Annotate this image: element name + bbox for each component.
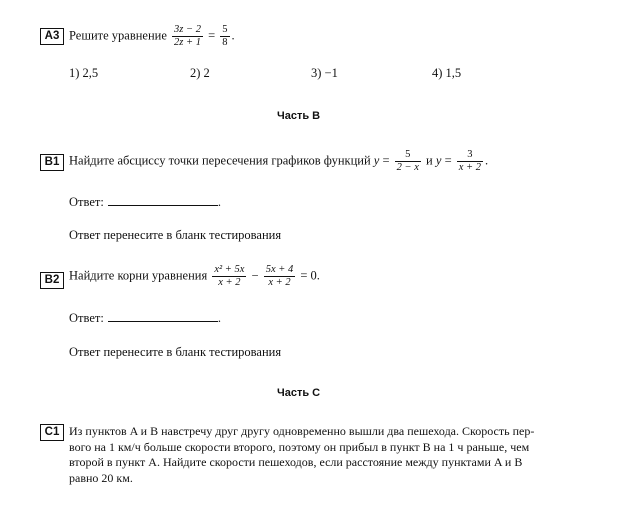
task-c1-text bbox=[69, 424, 534, 486]
b1-f1-numerator: 5 bbox=[395, 149, 421, 162]
a3-lhs-denominator: 2z + 1 bbox=[174, 37, 201, 48]
b2-t1-numerator: x² + 5x bbox=[214, 264, 245, 275]
c1-line: Из пунктов A и B навстречу друг другу одновременно вышли два пешехода. Скорость пер- bbox=[69, 424, 535, 438]
b2-t1-denominator: x + 2 bbox=[218, 277, 241, 288]
a3-rhs-denominator: 8 bbox=[222, 37, 228, 48]
task-label-a3: A3 bbox=[40, 28, 64, 45]
b1-fraction-2 bbox=[457, 149, 483, 174]
b2-fraction-2 bbox=[264, 264, 296, 289]
b1-conjunction: и bbox=[426, 153, 433, 168]
b1-f2-var: y bbox=[435, 153, 442, 168]
part-b-title: Часть B bbox=[277, 110, 321, 122]
a3-fraction-lhs bbox=[172, 24, 203, 49]
b1-answer-row: Ответ: . bbox=[69, 195, 221, 209]
b2-rhs: = 0. bbox=[300, 268, 320, 283]
task-b2-prompt: Найдите корни уравнения bbox=[69, 268, 208, 283]
a3-rhs-numerator: 5 bbox=[222, 24, 228, 35]
b2-answer-blank[interactable] bbox=[108, 311, 218, 322]
a3-fraction-rhs bbox=[220, 24, 229, 49]
b1-f2-numerator: 3 bbox=[457, 149, 483, 162]
b1-fraction-1 bbox=[395, 149, 421, 174]
b1-f1-denominator: 2 − x bbox=[396, 162, 419, 173]
b2-answer-label: Ответ: bbox=[69, 311, 104, 325]
c1-line: вого на 1 км/ч больше скорости второго, поэтому он прибыл в пункт B на 1 ч раньше, чем bbox=[69, 439, 530, 454]
b1-answer-label: Ответ: bbox=[69, 195, 104, 209]
b1-f1-var: y bbox=[373, 153, 380, 168]
a3-option-3: 3) −1 bbox=[311, 66, 338, 80]
a3-option-2: 2) 2 bbox=[190, 66, 210, 80]
task-label-b2: B2 bbox=[40, 272, 64, 289]
task-label-c1: C1 bbox=[40, 424, 64, 441]
b2-t2-numerator: 5x + 4 bbox=[265, 264, 294, 275]
b2-t2-denominator: x + 2 bbox=[268, 277, 291, 288]
task-b1-prompt: Найдите абсциссу точки пересечения графиков функций bbox=[69, 153, 371, 168]
b1-answer-blank[interactable] bbox=[108, 195, 218, 206]
c1-line: равно 20 км. bbox=[69, 470, 133, 485]
a3-lhs-numerator: 3z − 2 bbox=[174, 24, 201, 35]
b1-f2-denominator: x + 2 bbox=[458, 162, 481, 173]
b2-answer-row: Ответ: . bbox=[69, 311, 221, 325]
task-a3-statement: Решите уравнение $\frac{3z - 2}{2z + 1}$ = $\frac{5}{8}$ . bbox=[69, 24, 235, 48]
b1-transfer-note: Ответ перенесите в бланк тестирования bbox=[69, 228, 282, 242]
task-a3-prompt: Решите уравнение bbox=[69, 28, 167, 43]
a3-option-4: 4) 1,5 bbox=[432, 66, 462, 80]
task-label-b1: B1 bbox=[40, 154, 64, 171]
task-b2-statement: Найдите корни уравнения $\frac{\text{x² + 5x}}{x + 2}$ − $\frac{5x + 4}{x + 2}$ = 0. bbox=[69, 264, 320, 288]
b2-transfer-note: Ответ перенесите в бланк тестирования bbox=[69, 345, 282, 359]
part-c-title: Часть C bbox=[277, 387, 321, 399]
b2-fraction-1 bbox=[212, 264, 246, 289]
c1-line: второй в пункт A. Найдите скорости пешеходов, если расстояние между пунктами A и B bbox=[69, 455, 523, 469]
task-b1-statement: Найдите абсциссу точки пересечения графиков функций y = $\frac{5}{2 - x}$ и y = $\frac{3}{x + 2}$ . bbox=[69, 149, 489, 173]
a3-option-1: 1) 2,5 bbox=[69, 66, 99, 80]
